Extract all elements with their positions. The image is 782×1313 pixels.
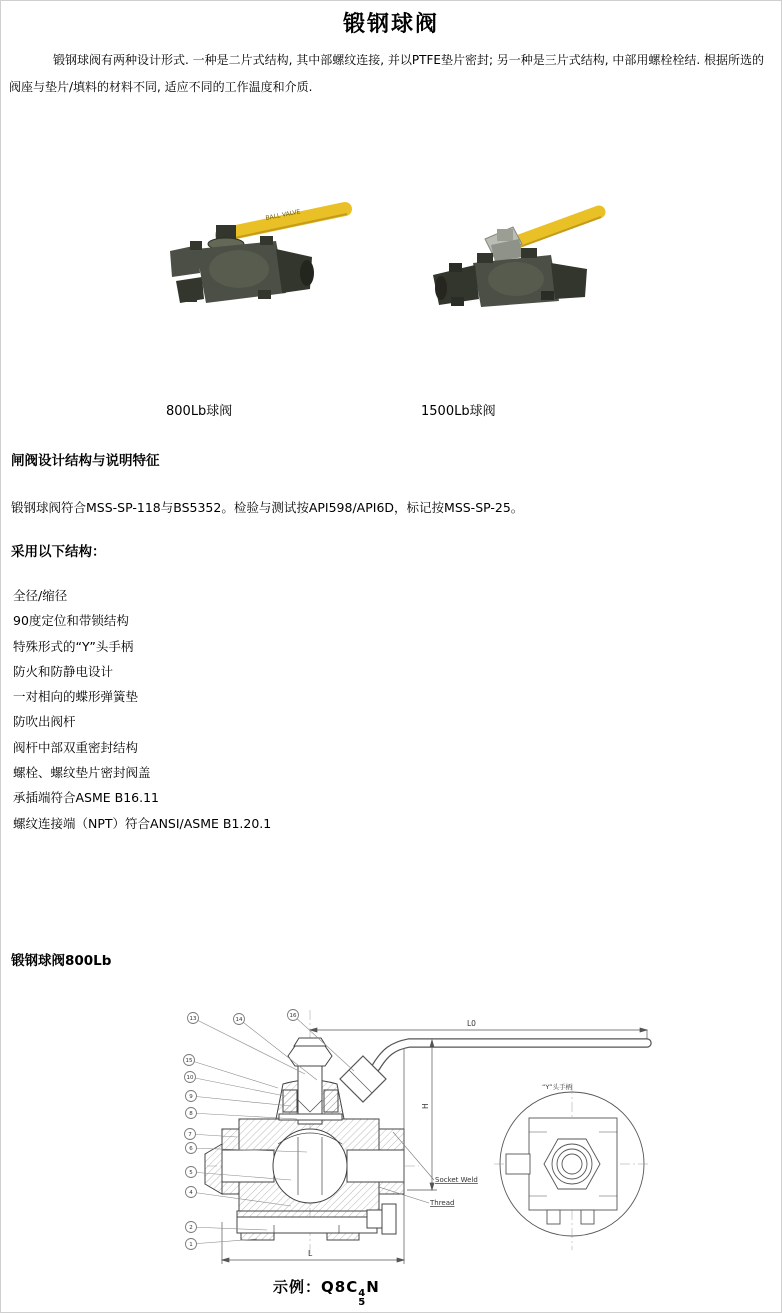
handle-text: BALL VALVE	[265, 208, 301, 222]
valve-body-icon	[433, 239, 587, 307]
technical-drawing	[179, 1004, 657, 1276]
y-handle-label: “Y”头手柄	[541, 1083, 573, 1091]
page-title: 锻钢球阀	[342, 11, 439, 37]
list-item: 防吹出阀杆	[13, 714, 76, 730]
callout-number: 9	[189, 1094, 193, 1100]
callout-number: 10	[186, 1075, 194, 1081]
list-item: 90度定位和带锁结构	[13, 613, 129, 629]
callout-number: 4	[189, 1190, 193, 1196]
dim-l0-label: L0	[467, 1019, 476, 1028]
intro-paragraph: 锻钢球阀有两种设计形式. 一种是二片式结构, 其中部螺纹连接, 并以PTFE垫片密封; 另一种是三片式结构, 中部用螺栓栓结. 根据所选的阀座与垫片/填料的材料不同, 适应不同的工作温度和介质.	[9, 53, 765, 94]
callout-number: 15	[185, 1058, 193, 1064]
heading-structure: 采用以下结构：	[11, 544, 106, 560]
dim-h-label: H	[421, 1103, 430, 1109]
callout-leader	[193, 1018, 305, 1074]
feature-list	[13, 583, 271, 836]
list-item: 防火和防静电设计	[13, 663, 114, 679]
callout-leader	[190, 1077, 285, 1096]
callout-leader	[191, 1096, 291, 1106]
example-sub: 5	[358, 1297, 367, 1308]
caption-1500lb: 1500Lb球阀	[421, 404, 496, 419]
example-suffix: N	[366, 1278, 380, 1296]
standards-text: 锻钢球阀符合MSS-SP-118与BS5352。检验与测试按API598/API6D，标记按MSS-SP-25。	[11, 500, 524, 515]
callout-number: 14	[235, 1017, 243, 1023]
callout-number: 1	[189, 1242, 193, 1248]
heading-model-800lb: 锻钢球阀800Lb	[11, 953, 112, 969]
callout-number: 16	[289, 1013, 297, 1019]
list-item: 特殊形式的“Y”头手柄	[13, 638, 134, 654]
photo-1500lb-valve	[421, 187, 621, 313]
valve-handle-icon	[222, 208, 347, 240]
callout-number: 8	[189, 1111, 193, 1117]
callout-number: 2	[189, 1225, 193, 1231]
list-item: 阀杆中部双重密封结构	[13, 739, 139, 755]
example-caption	[273, 1276, 380, 1307]
dim-l-label: L	[308, 1249, 313, 1258]
list-item: 螺栓、螺纹垫片密封阀盖	[13, 765, 151, 781]
heading-design-features: 闸阀设计结构与说明特征	[11, 453, 160, 469]
callout-number: 7	[188, 1132, 192, 1138]
example-sup: 4	[358, 1288, 367, 1299]
callout-number: 13	[189, 1016, 197, 1022]
list-item: 螺纹连接端（NPT）符合ANSI/ASME B1.20.1	[13, 815, 272, 831]
list-item: 承插端符合ASME B16.11	[13, 790, 160, 806]
callout-number: 5	[189, 1170, 193, 1176]
example-prefix: 示例：	[273, 1278, 322, 1296]
list-item: 一对相向的蝶形弹簧垫	[13, 689, 139, 705]
thread-label: Thread	[430, 1199, 455, 1207]
list-item: 全径/缩径	[13, 588, 68, 603]
handle-drawing	[340, 1043, 647, 1102]
socket-weld-label: Socket Weld	[435, 1176, 478, 1184]
top-view	[494, 1082, 650, 1250]
photo-800lb-valve	[164, 187, 360, 313]
example-base: Q8C	[321, 1278, 359, 1296]
callout-leader	[191, 1239, 257, 1244]
callout-number: 6	[189, 1146, 193, 1152]
caption-800lb: 800Lb球阀	[166, 404, 233, 419]
